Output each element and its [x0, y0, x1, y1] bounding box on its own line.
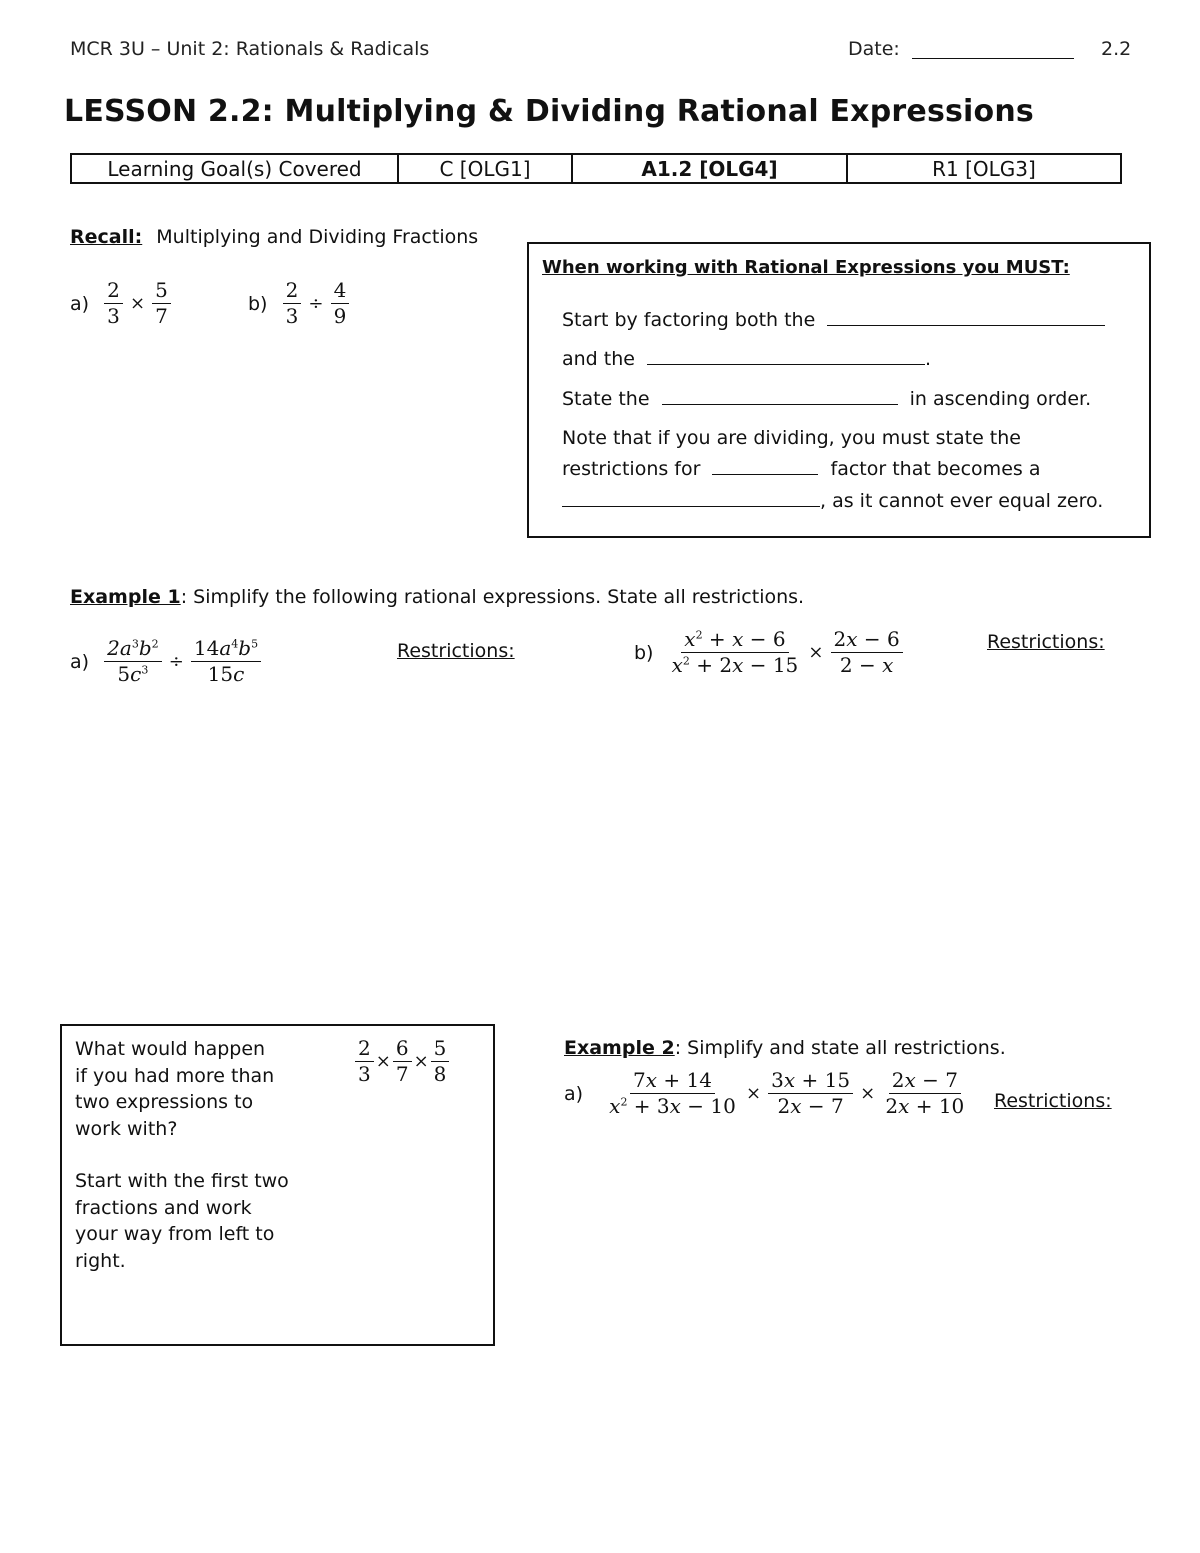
- text-line: if you had more than: [75, 1064, 275, 1087]
- goal-a12: A1.2 [OLG4]: [572, 154, 847, 183]
- numerator: 2: [283, 278, 302, 304]
- recall-a: [70, 278, 171, 329]
- recall-a-label: a): [70, 292, 90, 315]
- side-fractions: [355, 1036, 449, 1087]
- side-question: [75, 1036, 274, 1142]
- blank-field[interactable]: [562, 488, 820, 507]
- rules-line1: [562, 307, 1105, 331]
- operator: ×: [808, 642, 824, 663]
- blank-field[interactable]: [827, 307, 1105, 326]
- numerator: $14a^4b^5$: [191, 636, 261, 662]
- numerator: 5: [431, 1036, 450, 1062]
- rules-line3-text: State the: [562, 388, 650, 410]
- period: .: [925, 348, 932, 370]
- fraction: [191, 636, 261, 687]
- learning-goals-table: [70, 153, 1122, 184]
- denominator: $5c^3$: [117, 662, 149, 686]
- denominator: 2 − x: [839, 653, 894, 677]
- rules-line2-text: and the: [562, 348, 635, 370]
- operator: ÷: [168, 651, 184, 672]
- restrictions-label-2a: Restrictions:: [994, 1090, 1112, 1112]
- page-number: 2.2: [1101, 38, 1132, 60]
- rules-line5-tail: factor that becomes a: [830, 458, 1041, 480]
- example1-heading: Example 1: [70, 586, 181, 608]
- recall-a-frac1: [104, 278, 123, 329]
- rules-line4: Note that if you are dividing, you must state the: [562, 427, 1021, 449]
- denominator: 8: [433, 1062, 447, 1086]
- side-strategy: [75, 1168, 289, 1274]
- denominator: 2x − 7: [777, 1094, 844, 1118]
- operator: ×: [375, 1051, 391, 1072]
- rules-line1-text: Start by factoring both the: [562, 309, 816, 331]
- multiple-expressions-box: [60, 1024, 495, 1346]
- rules-line5-text: restrictions for: [562, 458, 701, 480]
- blank-field[interactable]: [662, 386, 898, 405]
- numerator: 5: [152, 278, 171, 304]
- fraction: [768, 1068, 853, 1119]
- rules-box: [527, 242, 1151, 538]
- restrictions-label-1b: Restrictions:: [987, 631, 1105, 653]
- example1-b-label: b): [634, 641, 654, 664]
- text-line: right.: [75, 1249, 126, 1272]
- denominator: 3: [358, 1062, 371, 1086]
- restrictions-label-1a: Restrictions:: [397, 640, 515, 662]
- date-blank[interactable]: [912, 58, 1074, 59]
- numerator: $2a^3b^2$: [104, 636, 161, 662]
- fraction: [431, 1036, 450, 1087]
- example2-instruction: : Simplify and state all restrictions.: [674, 1037, 1006, 1059]
- numerator: $x^2 + x - 6$: [681, 627, 788, 653]
- goal-r1: R1 [OLG3]: [847, 154, 1121, 183]
- denominator: 3: [285, 304, 299, 328]
- numerator: 7x + 14: [630, 1068, 715, 1094]
- recall-text: Multiplying and Dividing Fractions: [156, 226, 479, 248]
- rules-line2: [562, 346, 931, 370]
- denominator: 7: [155, 304, 168, 328]
- example2-a-label: a): [564, 1082, 584, 1105]
- fraction: [882, 1068, 967, 1119]
- example2-line: [564, 1037, 1006, 1059]
- blank-field[interactable]: [712, 456, 818, 475]
- rules-line3-tail: in ascending order.: [909, 388, 1092, 410]
- rules-line3: [562, 386, 1091, 410]
- text-line: Start with the first two: [75, 1170, 289, 1192]
- recall-b: [248, 278, 349, 329]
- fraction: [831, 627, 903, 678]
- rules-heading: When working with Rational Expressions you MUST:: [542, 257, 1070, 278]
- course-header: MCR 3U – Unit 2: Rationals & Radicals: [70, 38, 430, 60]
- denominator: 7: [395, 1062, 409, 1086]
- example1-b: [634, 627, 903, 678]
- recall-b-frac2: [331, 278, 350, 329]
- operator: ×: [745, 1083, 762, 1104]
- fraction: [104, 636, 161, 687]
- denominator: 3: [107, 304, 120, 328]
- text-line: work with?: [75, 1117, 178, 1140]
- numerator: 3x + 15: [768, 1068, 853, 1094]
- example1-instruction: : Simplify the following rational expressions. State all restrictions.: [180, 586, 805, 608]
- recall-b-frac1: [283, 278, 302, 329]
- operator: ÷: [308, 293, 324, 314]
- example2-heading: Example 2: [564, 1037, 675, 1059]
- numerator: 4: [331, 278, 350, 304]
- example1-a-label: a): [70, 650, 90, 673]
- text-line: fractions and work: [75, 1196, 252, 1219]
- numerator: 2x − 7: [889, 1068, 961, 1094]
- numerator: 2: [355, 1036, 374, 1062]
- numerator: 2x − 6: [831, 627, 903, 653]
- example1-line: [70, 586, 804, 608]
- numerator: 6: [393, 1036, 412, 1062]
- rules-line6: [562, 488, 1103, 512]
- example2-a: [564, 1068, 967, 1119]
- page-title: LESSON 2.2: Multiplying & Dividing Rational Expressions: [64, 94, 1034, 129]
- goal-c: C [OLG1]: [398, 154, 572, 183]
- recall-heading: Recall:: [70, 226, 143, 248]
- denominator: $x^2 + 3x - 10$: [609, 1094, 736, 1118]
- goals-label: Learning Goal(s) Covered: [71, 154, 398, 183]
- numerator: 2: [104, 278, 123, 304]
- fraction: [606, 1068, 739, 1119]
- denominator: $x^2 + 2x - 15$: [671, 653, 799, 677]
- recall-a-frac2: [152, 278, 171, 329]
- operator: ×: [129, 293, 146, 314]
- recall-line: [70, 226, 478, 248]
- denominator: 2x + 10: [885, 1094, 965, 1118]
- fraction: [355, 1036, 374, 1087]
- fraction: [393, 1036, 412, 1087]
- operator: ×: [413, 1051, 429, 1072]
- example1-a: [70, 636, 261, 687]
- denominator: 15c: [207, 662, 245, 686]
- text-line: two expressions to: [75, 1091, 254, 1113]
- rules-line6-tail: , as it cannot ever equal zero.: [820, 490, 1104, 512]
- rules-line5: [562, 456, 1040, 480]
- fraction: [669, 627, 802, 678]
- text-line: your way from left to: [75, 1223, 275, 1245]
- operator: ×: [860, 1083, 876, 1104]
- text-line: What would happen: [75, 1038, 266, 1060]
- recall-b-label: b): [248, 292, 268, 315]
- denominator: 9: [333, 304, 347, 328]
- date-label: Date:: [848, 38, 900, 60]
- blank-field[interactable]: [647, 346, 925, 365]
